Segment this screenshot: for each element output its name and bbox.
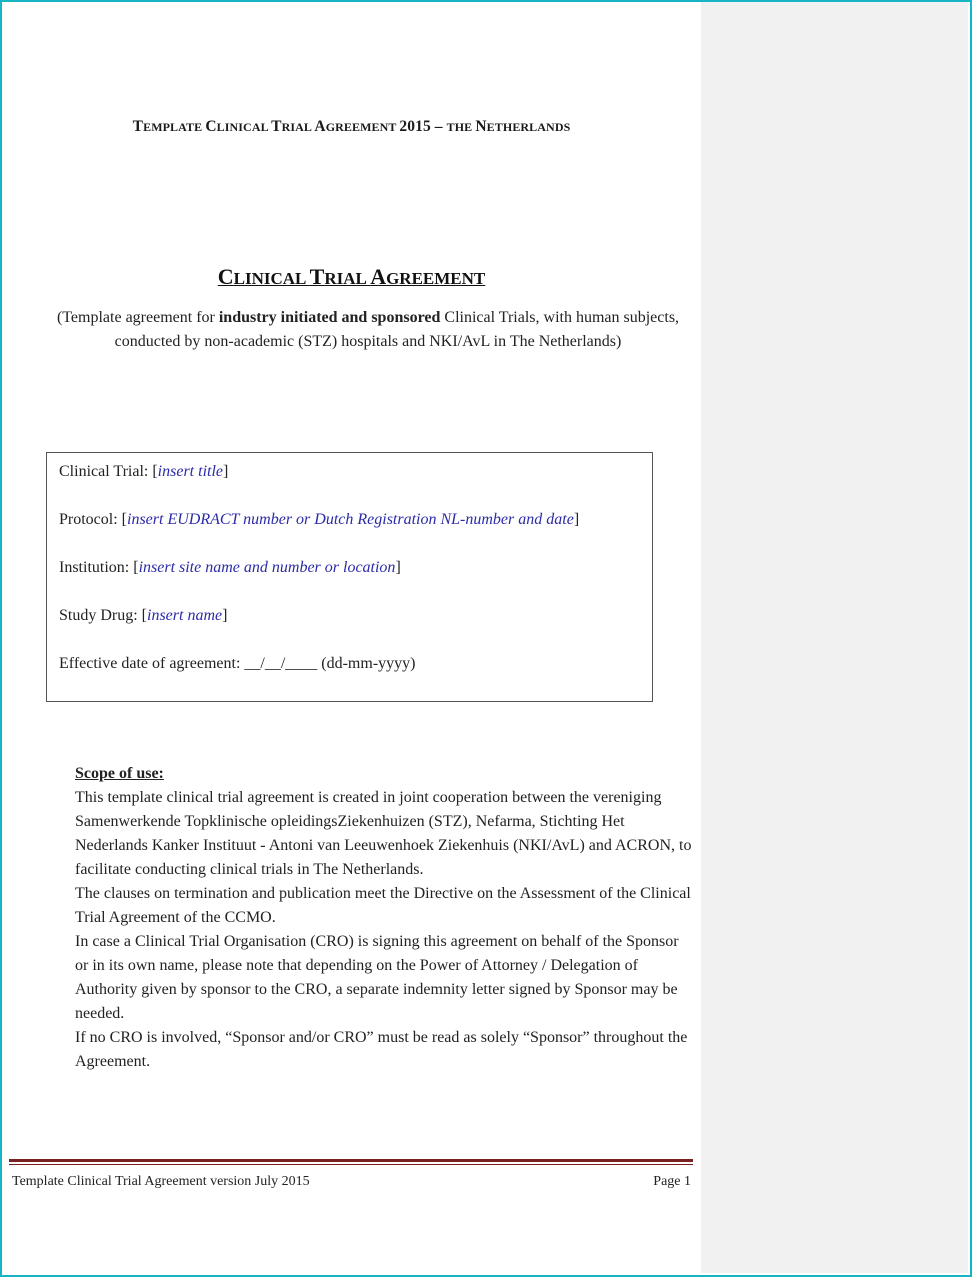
scope-heading: Scope of use: xyxy=(75,765,164,782)
subtitle: (Template agreement for industry initiated and sponsored Clinical Trials, with human subjects, conducted by non-academic (STZ) hospitals and NKI/AvL in The Netherlands) xyxy=(56,309,680,350)
main-title: CLINICAL TRIAL AGREEMENT xyxy=(217,264,486,289)
document-header-title: TEMPLATE CLINICAL TRIAL AGREEMENT 2015 – THE NETHERLANDS xyxy=(132,118,571,135)
footer-rule xyxy=(9,1164,693,1165)
institution-field[interactable]: Institution: [insert site name and number or location] xyxy=(59,559,401,576)
comment-margin-pane xyxy=(701,2,968,1273)
scope-paragraph: If no CRO is involved, “Sponsor and/or CRO” must be read as solely “Sponsor” throughout the Agreement. xyxy=(75,1029,688,1070)
study-drug-field[interactable]: Study Drug: [insert name] xyxy=(59,607,228,624)
scope-paragraph: In case a Clinical Trial Organisation (CRO) is signing this agreement on behalf of the Sponsor or in its own name, please note that depending on the Power of Attorney / Delegation of Authority given by sponsor to the CRO, a separate indemnity letter signed by Sponsor may be needed. xyxy=(75,933,679,1022)
footer-rule xyxy=(9,1159,693,1162)
scope-of-use-section xyxy=(75,762,695,1074)
scope-paragraph: The clauses on termination and publication meet the Directive on the Assessment of the Clinical Trial Agreement of the CCMO. xyxy=(75,885,691,926)
footer-page-number: Page 1 xyxy=(653,1174,691,1189)
effective-date-field[interactable]: Effective date of agreement: __/__/____ (dd-mm-yyyy) xyxy=(59,655,416,672)
protocol-field[interactable]: Protocol: [insert EUDRACT number or Dutch Registration NL-number and date] xyxy=(59,511,580,528)
trial-info-box xyxy=(46,452,653,702)
clinical-trial-field[interactable]: Clinical Trial: [insert title] xyxy=(59,463,229,480)
scope-paragraph: This template clinical trial agreement is created in joint cooperation between the vereniging Samenwerkende Topklinische opleidingsZiekenhuizen (STZ), Nefarma, Stichting Het Nederlands Kanker Instituut - Antoni van Leeuwenhoek Ziekenhuis (NKI/AvL) and ACRON, to facilitate conducting clinical trials in The Netherlands. xyxy=(75,789,692,878)
document-page xyxy=(2,2,701,1273)
footer-document-version: Template Clinical Trial Agreement version July 2015 xyxy=(12,1174,310,1189)
